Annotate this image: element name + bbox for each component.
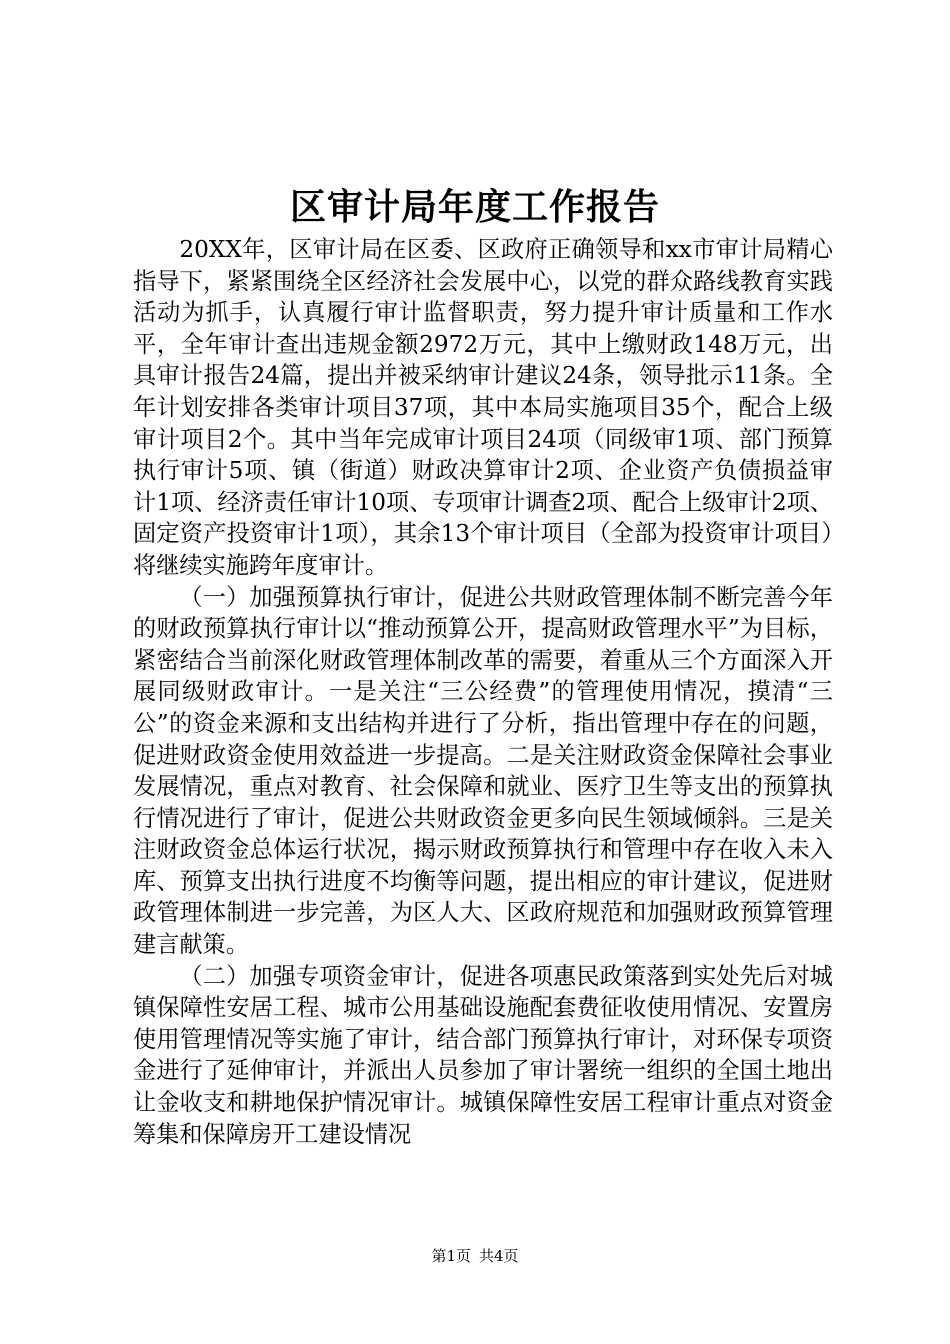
page-footer bbox=[0, 1246, 950, 1266]
document-title: 区审计局年度工作报告 bbox=[289, 186, 660, 228]
paragraph-budget-audit: （一）加强预算执行审计，促进公共财政管理体制不断完善今年的财政预算执行审计以“推动预算公开，提高财政管理水平”为目标，紧密结合当前深化财政管理体制改革的需要，着重从三个方面深入开展同级财政审计。一是关注“三公经费”的管理使用情况，摸清“三公”的资金来源和支出结构并进行了分析，指出管理中存在的问题，促进财政资金使用效益进一步提高。二是关注财政资金保障社会事业发展情况，重点对教育、社会保障和就业、医疗卫生等支出的预算执行情况进行了审计，促进公共财政资金更多向民生领域倾斜。三是关注财政资金总体运行状况，揭示财政预算执行和管理中存在收入未入库、预算支出执行进度不均衡等问题，提出相应的审计建议，促进财政管理体制进一步完善，为区人大、区政府规范和加强财政预算管理建言献策。 bbox=[133, 583, 833, 959]
document-body bbox=[133, 234, 833, 1150]
page-number: 第1页 bbox=[431, 1247, 471, 1265]
paragraph-special-funds-audit: （二）加强专项资金审计，促进各项惠民政策落到实处先后对城镇保障性安居工程、城市公用基础设施配套费征收使用情况、安置房使用管理情况等实施了审计，结合部门预算执行审计，对环保专项资金进行了延伸审计，并派出人员参加了审计署统一组织的全国土地出让金收支和耕地保护情况审计。城镇保障性安居工程审计重点对资金筹集和保障房开工建设情况 bbox=[133, 962, 833, 1148]
paragraph-intro: 20XX年，区审计局在区委、区政府正确领导和xx市审计局精心指导下，紧紧围绕全区经济社会发展中心，以党的群众路线教育实践活动为抓手，认真履行审计监督职责，努力提升审计质量和工作水平，全年审计查出违规金额2972万元，其中上缴财政148万元，出具审计报告24篇，提出并被采纳审计建议24条，领导批示11条。全年计划安排各类审计项目37项，其中本局实施项目35个，配合上级审计项目2个。其中当年完成审计项目24项（同级审1项、部门预算执行审计5项、镇（街道）财政决算审计2项、企业资产负债损益审计1项、经济责任审计10项、专项审计调查2项、配合上级审计2项、固定资产投资审计1项），其余13个审计项目（全部为投资审计项目）将继续实施跨年度审计。 bbox=[133, 236, 833, 579]
page-total: 共4页 bbox=[479, 1247, 519, 1265]
